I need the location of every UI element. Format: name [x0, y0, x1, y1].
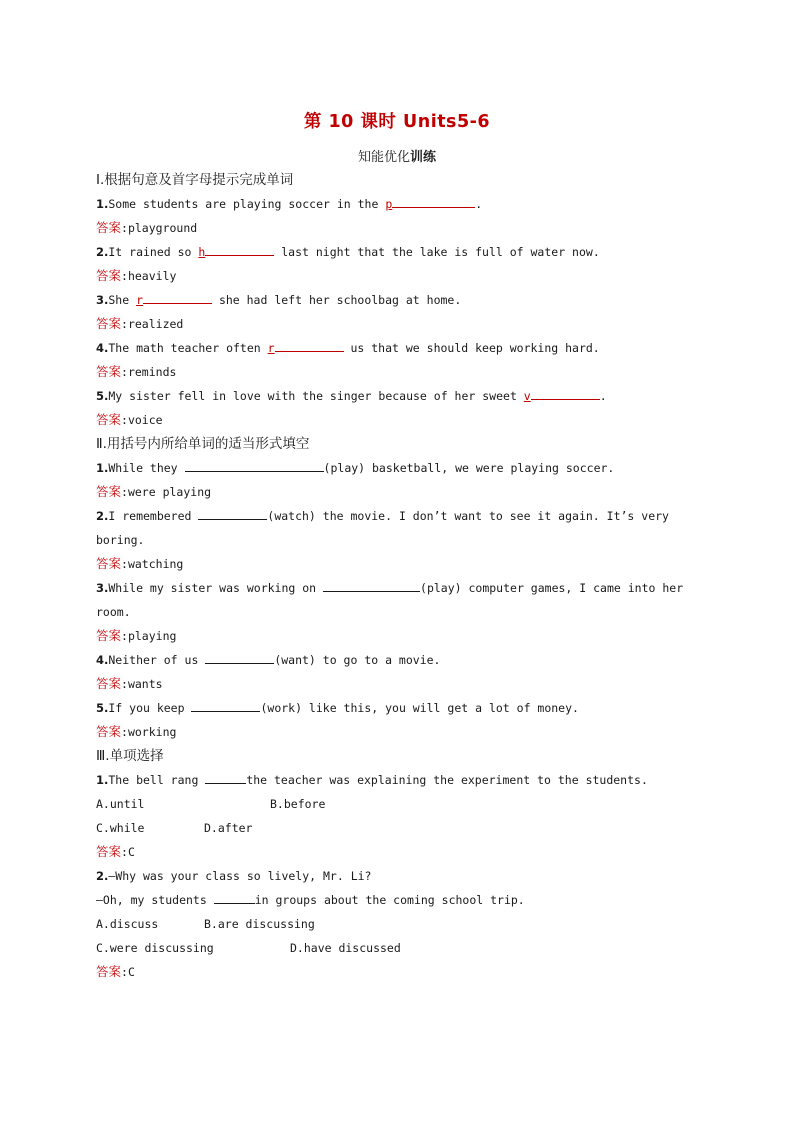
answer-blank[interactable] — [205, 651, 274, 664]
answer-blank[interactable] — [214, 891, 255, 904]
answer-2-1: 答案:were playing — [96, 484, 212, 499]
answer-2-5: 答案:working — [96, 724, 177, 739]
section-3-heading: Ⅲ.单项选择 — [96, 748, 164, 764]
option-a[interactable]: A.until — [96, 797, 145, 811]
answer-1-5: 答案:voice — [96, 412, 163, 427]
answer-blank[interactable] — [198, 507, 267, 520]
answer-2-3: 答案:playing — [96, 628, 177, 643]
answer-1-1: 答案:playground — [96, 220, 198, 235]
options-3-1-ab — [96, 792, 706, 816]
section-2-heading: Ⅱ.用括号内所给单词的适当形式填空 — [96, 436, 310, 452]
worksheet-content — [96, 168, 706, 984]
answer-blank[interactable] — [531, 387, 600, 400]
page-subtitle — [0, 146, 794, 165]
question-2-2: 2.I remembered (watch) the movie. I don’t want to see it again. It’s very — [96, 509, 669, 523]
answer-blank[interactable] — [143, 291, 212, 304]
answer-1-4: 答案:reminds — [96, 364, 177, 379]
question-1-4: 4.The math teacher often r us that we should keep working hard. — [96, 341, 600, 355]
answer-3-1: 答案:C — [96, 844, 135, 859]
option-b[interactable]: B.are discussing — [204, 917, 315, 931]
option-c[interactable]: C.were discussing — [96, 941, 214, 955]
answer-3-2: 答案:C — [96, 964, 135, 979]
question-2-2-cont: boring. — [96, 533, 145, 547]
options-3-2-cd — [96, 936, 706, 960]
option-d[interactable]: D.after — [204, 821, 253, 835]
question-1-1: 1.Some students are playing soccer in the p . — [96, 197, 483, 211]
question-2-4: 4.Neither of us (want) to go to a movie. — [96, 653, 441, 667]
question-1-2: 2.It rained so h last night that the lake is full of water now. — [96, 245, 600, 259]
answer-blank[interactable] — [205, 771, 246, 784]
answer-1-3: 答案:realized — [96, 316, 184, 331]
answer-blank[interactable] — [191, 699, 260, 712]
question-2-1: 1.While they (play) basketball, we were playing soccer. — [96, 461, 615, 475]
page-title: 第 10 课时 Units5-6 — [303, 112, 491, 132]
option-c[interactable]: C.while — [96, 821, 145, 835]
answer-blank[interactable] — [185, 459, 324, 472]
subtitle-bold: 训练 — [410, 150, 437, 165]
question-2-3-cont: room. — [96, 605, 131, 619]
answer-2-4: 答案:wants — [96, 676, 163, 691]
question-3-2-line2: —Oh, my students in groups about the coming school trip. — [96, 893, 525, 907]
option-a[interactable]: A.discuss — [96, 917, 159, 931]
option-d[interactable]: D.have discussed — [290, 941, 401, 955]
question-1-3: 3.She r she had left her schoolbag at home. — [96, 293, 462, 307]
answer-blank[interactable] — [323, 579, 420, 592]
options-3-2-ab — [96, 912, 706, 936]
option-b[interactable]: B.before — [270, 797, 326, 811]
answer-1-2: 答案:heavily — [96, 268, 177, 283]
answer-blank[interactable] — [205, 243, 274, 256]
question-3-2: 2.—Why was your class so lively, Mr. Li? — [96, 869, 372, 883]
answer-blank[interactable] — [275, 339, 344, 352]
question-2-5: 5.If you keep (work) like this, you will get a lot of money. — [96, 701, 579, 715]
answer-blank[interactable] — [392, 195, 475, 208]
answer-2-2: 答案:watching — [96, 556, 184, 571]
section-1-heading: Ⅰ.根据句意及首字母提示完成单词 — [96, 172, 294, 188]
question-3-1: 1.The bell rang the teacher was explaining the experiment to the students. — [96, 773, 648, 787]
subtitle-prefix: 知能优化 — [357, 150, 410, 165]
question-1-5: 5.My sister fell in love with the singer because of her sweet v . — [96, 389, 607, 403]
question-2-3: 3.While my sister was working on (play) computer games, I came into her — [96, 581, 684, 595]
options-3-1-cd — [96, 816, 706, 840]
